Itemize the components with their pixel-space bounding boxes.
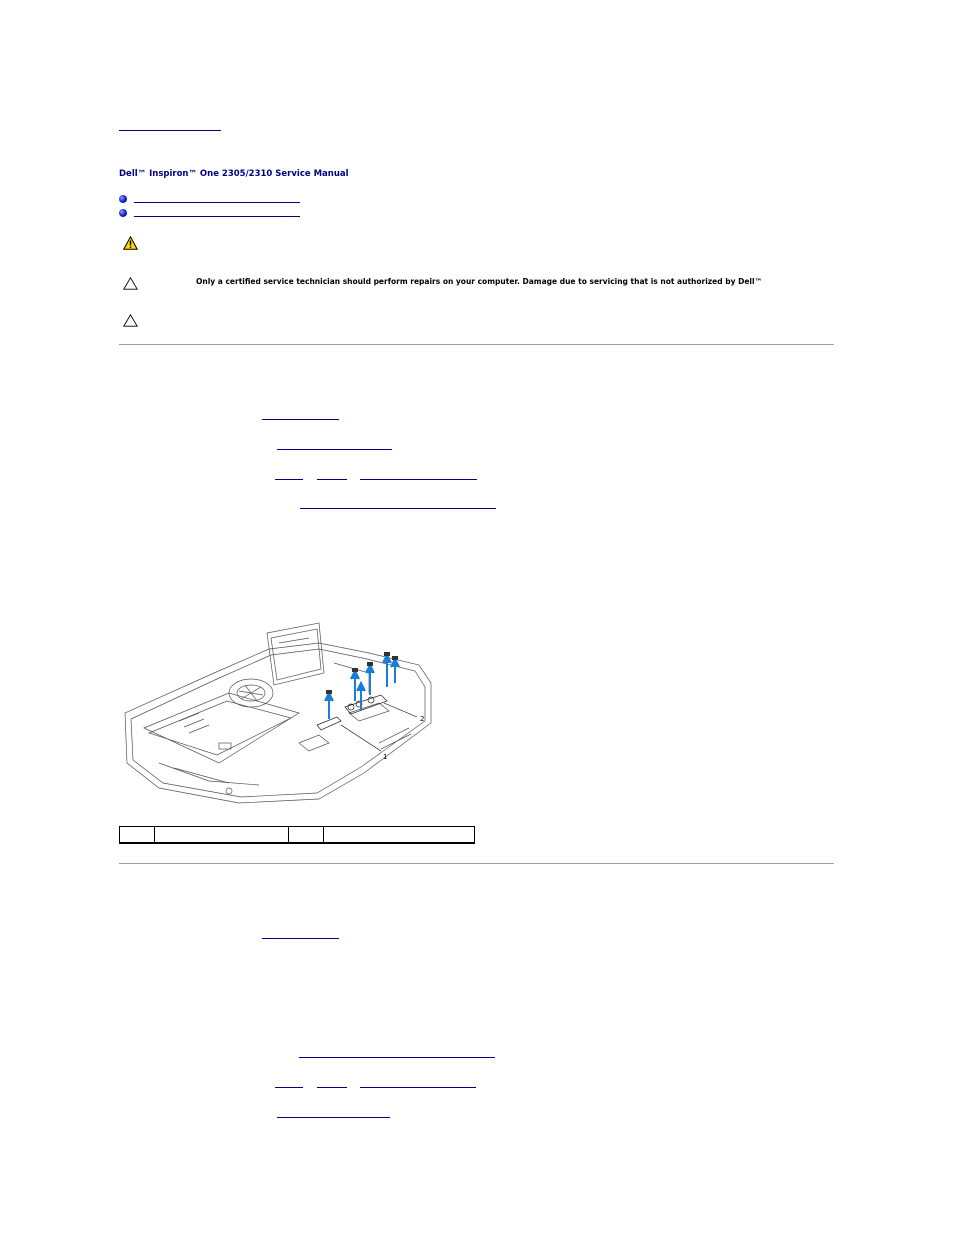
callout-1: 1 bbox=[383, 753, 388, 761]
procedure-link[interactable] bbox=[262, 419, 339, 420]
procedure-link[interactable] bbox=[360, 479, 477, 480]
procedure-link[interactable] bbox=[317, 1087, 347, 1088]
component-removal-illustration bbox=[119, 603, 449, 808]
legend-number-cell bbox=[289, 827, 324, 844]
legend-label-cell bbox=[155, 827, 289, 844]
caution-triangle-icon bbox=[123, 314, 138, 327]
procedure-link[interactable] bbox=[262, 938, 339, 939]
procedure-link[interactable] bbox=[277, 449, 392, 450]
procedure-link[interactable] bbox=[299, 1057, 495, 1058]
back-to-contents-link[interactable] bbox=[119, 130, 221, 131]
legend-label-cell bbox=[324, 827, 475, 844]
section-link-removing[interactable] bbox=[134, 202, 300, 203]
section-divider bbox=[119, 863, 834, 864]
procedure-link[interactable] bbox=[275, 1087, 303, 1088]
callout-2: 2 bbox=[420, 715, 425, 723]
screw-arrows bbox=[325, 652, 399, 719]
blue-bullet-icon bbox=[119, 195, 127, 203]
procedure-link[interactable] bbox=[277, 1117, 390, 1118]
caution-text: Only a certified service technician should perform repairs on your computer. Damage due to servicing that is not authorized by Dell™ bbox=[196, 277, 763, 286]
procedure-link[interactable] bbox=[360, 1087, 476, 1088]
manual-title: Dell™ Inspiron™ One 2305/2310 Service Manual bbox=[119, 169, 349, 179]
section-divider bbox=[119, 344, 834, 345]
caution-triangle-icon bbox=[123, 277, 138, 290]
procedure-link[interactable] bbox=[317, 479, 347, 480]
procedure-link[interactable] bbox=[275, 479, 303, 480]
warning-triangle-icon bbox=[123, 236, 138, 250]
callout-legend-table bbox=[119, 826, 475, 844]
blue-bullet-icon bbox=[119, 209, 127, 217]
legend-number-cell bbox=[120, 827, 155, 844]
section-link-replacing[interactable] bbox=[134, 216, 300, 217]
procedure-link[interactable] bbox=[300, 508, 496, 509]
